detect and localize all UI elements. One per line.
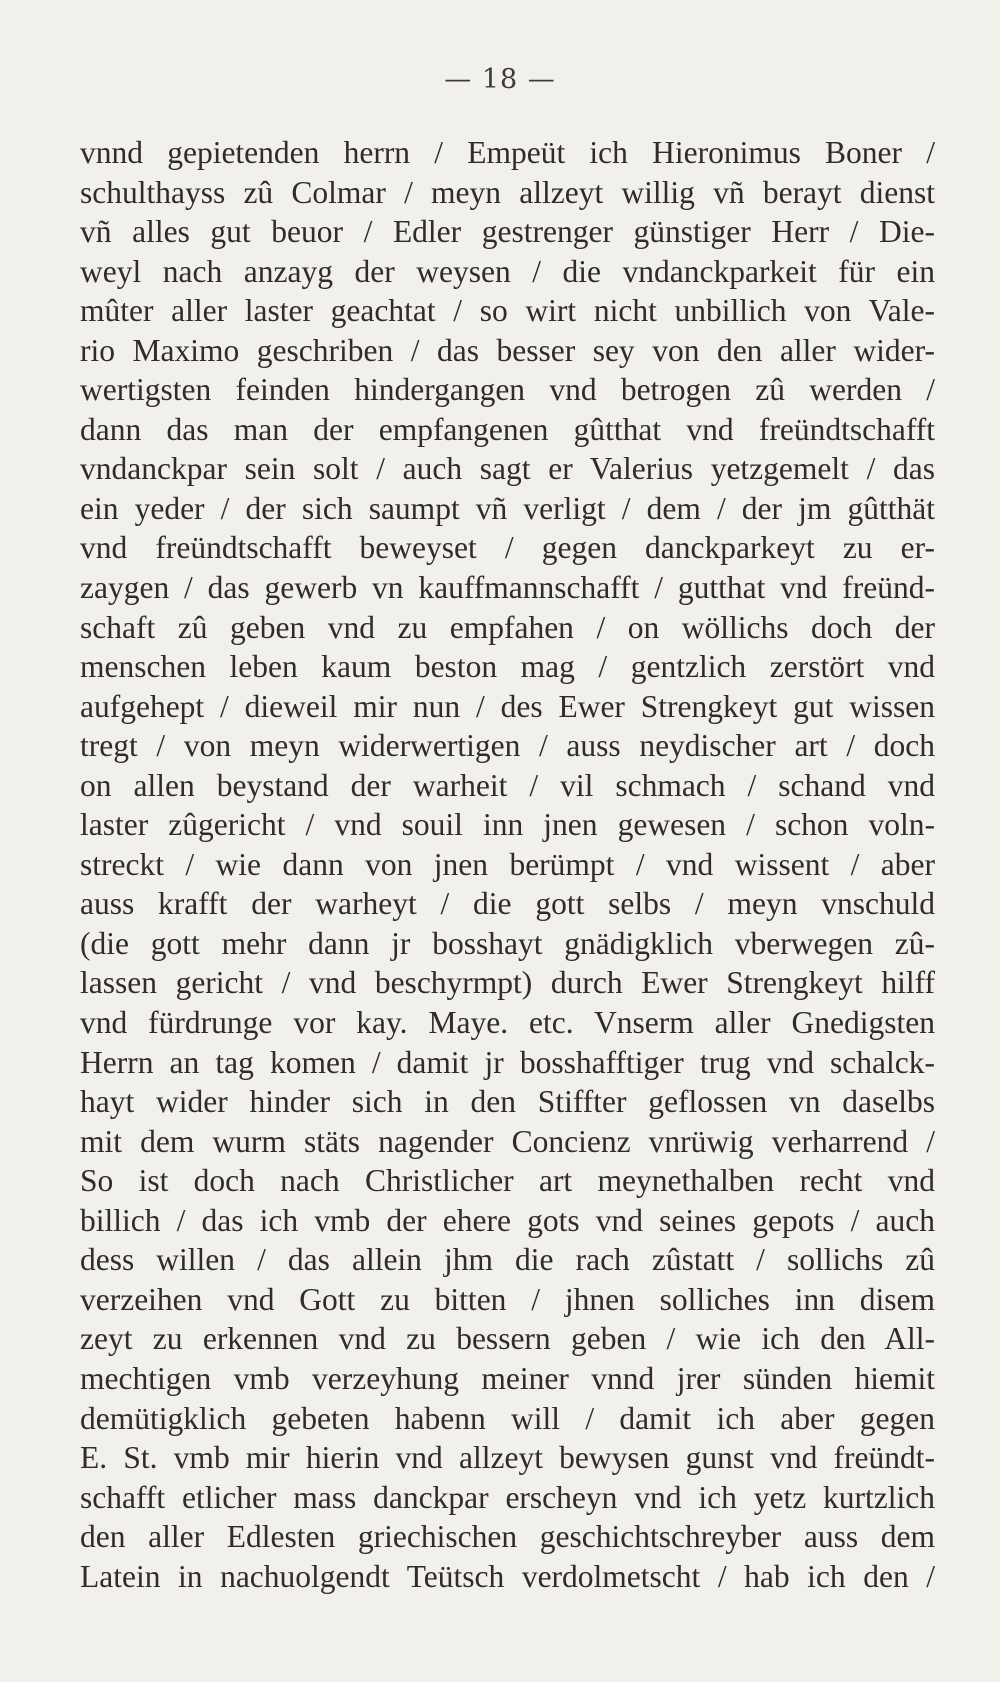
text-line: zeyt zu erkennen vnd zu bessern geben / wie ich den All- [80,1321,935,1357]
text-line: vnnd gepietenden herrn / Empeüt ich Hieronimus Boner / [80,135,935,170]
text-line: (die gott mehr dann jr bosshayt gnädigklich vberwegen zû- [80,925,935,961]
text-line: vndanckpar sein solt / auch sagt er Valerius yetzgemelt / das [80,451,935,487]
text-line: menschen leben kaum beston mag / gentzlich zerstört vnd [80,649,935,685]
text-line: vñ alles gut beuor / Edler gestrenger günstiger Herr / Die- [80,214,935,250]
text-line: Latein in nachuolgendt Teütsch verdolmetscht / hab ich den / [80,1558,935,1594]
text-line: lassen gericht / vnd beschyrmpt) durch Ewer Strengkeyt hilff [80,965,935,1001]
text-line: laster zûgericht / vnd souil inn jnen gewesen / schon voln- [80,807,935,843]
text-line: mit dem wurm stäts nagender Concienz vnrüwig verharrend / [80,1123,935,1159]
text-line: tregt / von meyn widerwertigen / auss neydischer art / doch [80,728,935,764]
text-line: schulthayss zû Colmar / meyn allzeyt willig vñ berayt dienst [80,174,935,210]
text-line: vnd freündtschafft beweyset / gegen danckparkeyt zu er- [80,530,935,566]
text-line: vnd fürdrunge vor kay. Maye. etc. Vnserm aller Gnedigsten [80,1005,935,1041]
text-line: Herrn an tag komen / damit jr bosshafftiger trug vnd schalck- [80,1044,935,1080]
text-line: E. St. vmb mir hierin vnd allzeyt bewysen gunst vnd freündt- [80,1440,935,1476]
text-line: rio Maximo geschriben / das besser sey von den aller wider- [80,332,935,368]
text-line: on allen beystand der warheit / vil schmach / schand vnd [80,767,935,803]
text-line: den aller Edlesten griechischen geschichtschreyber auss dem [80,1519,935,1555]
text-line: mechtigen vmb verzeyhung meiner vnnd jrer sünden hiemit [80,1360,935,1396]
text-line: zaygen / das gewerb vn kauffmannschafft / gutthat vnd freünd- [80,570,935,606]
text-line: schafft etlicher mass danckpar erscheyn vnd ich yetz kurtzlich [80,1479,935,1515]
text-line: auss krafft der warheyt / die gott selbs / meyn vnschuld [80,886,935,922]
text-line: wertigsten feinden hindergangen vnd betrogen zû werden / [80,372,935,408]
text-line: billich / das ich vmb der ehere gots vnd seines gepots / auch [80,1202,935,1238]
text-line: hayt wider hinder sich in den Stiffter geflossen vn daselbs [80,1084,935,1120]
text-line: mûter aller laster geachtat / so wirt nicht unbillich von Vale- [80,293,935,329]
page-number: — 18 — [444,64,556,95]
text-line: ein yeder / der sich saumpt vñ verligt / dem / der jm gûtthät [80,490,935,526]
text-line: verzeihen vnd Gott zu bitten / jhnen solliches inn disem [80,1281,935,1317]
text-line: streckt / wie dann von jnen berümpt / vnd wissent / aber [80,846,935,882]
text-line: demütigklich gebeten habenn will / damit ich aber gegen [80,1400,935,1436]
text-line: dann das man der empfangenen gûtthat vnd freündtschafft [80,411,935,447]
text-line: weyl nach anzayg der weysen / die vndanckparkeit für ein [80,253,935,289]
text-line: aufgehept / dieweil mir nun / des Ewer Strengkeyt gut wissen [80,688,935,724]
text-line: dess willen / das allein jhm die rach zûstatt / sollichs zû [80,1242,935,1278]
text-line: schaft zû geben vnd zu empfahen / on wöllichs doch der [80,609,935,645]
text-line: So ist doch nach Christlicher art meynethalben recht vnd [80,1163,935,1199]
body-text [80,133,935,1596]
